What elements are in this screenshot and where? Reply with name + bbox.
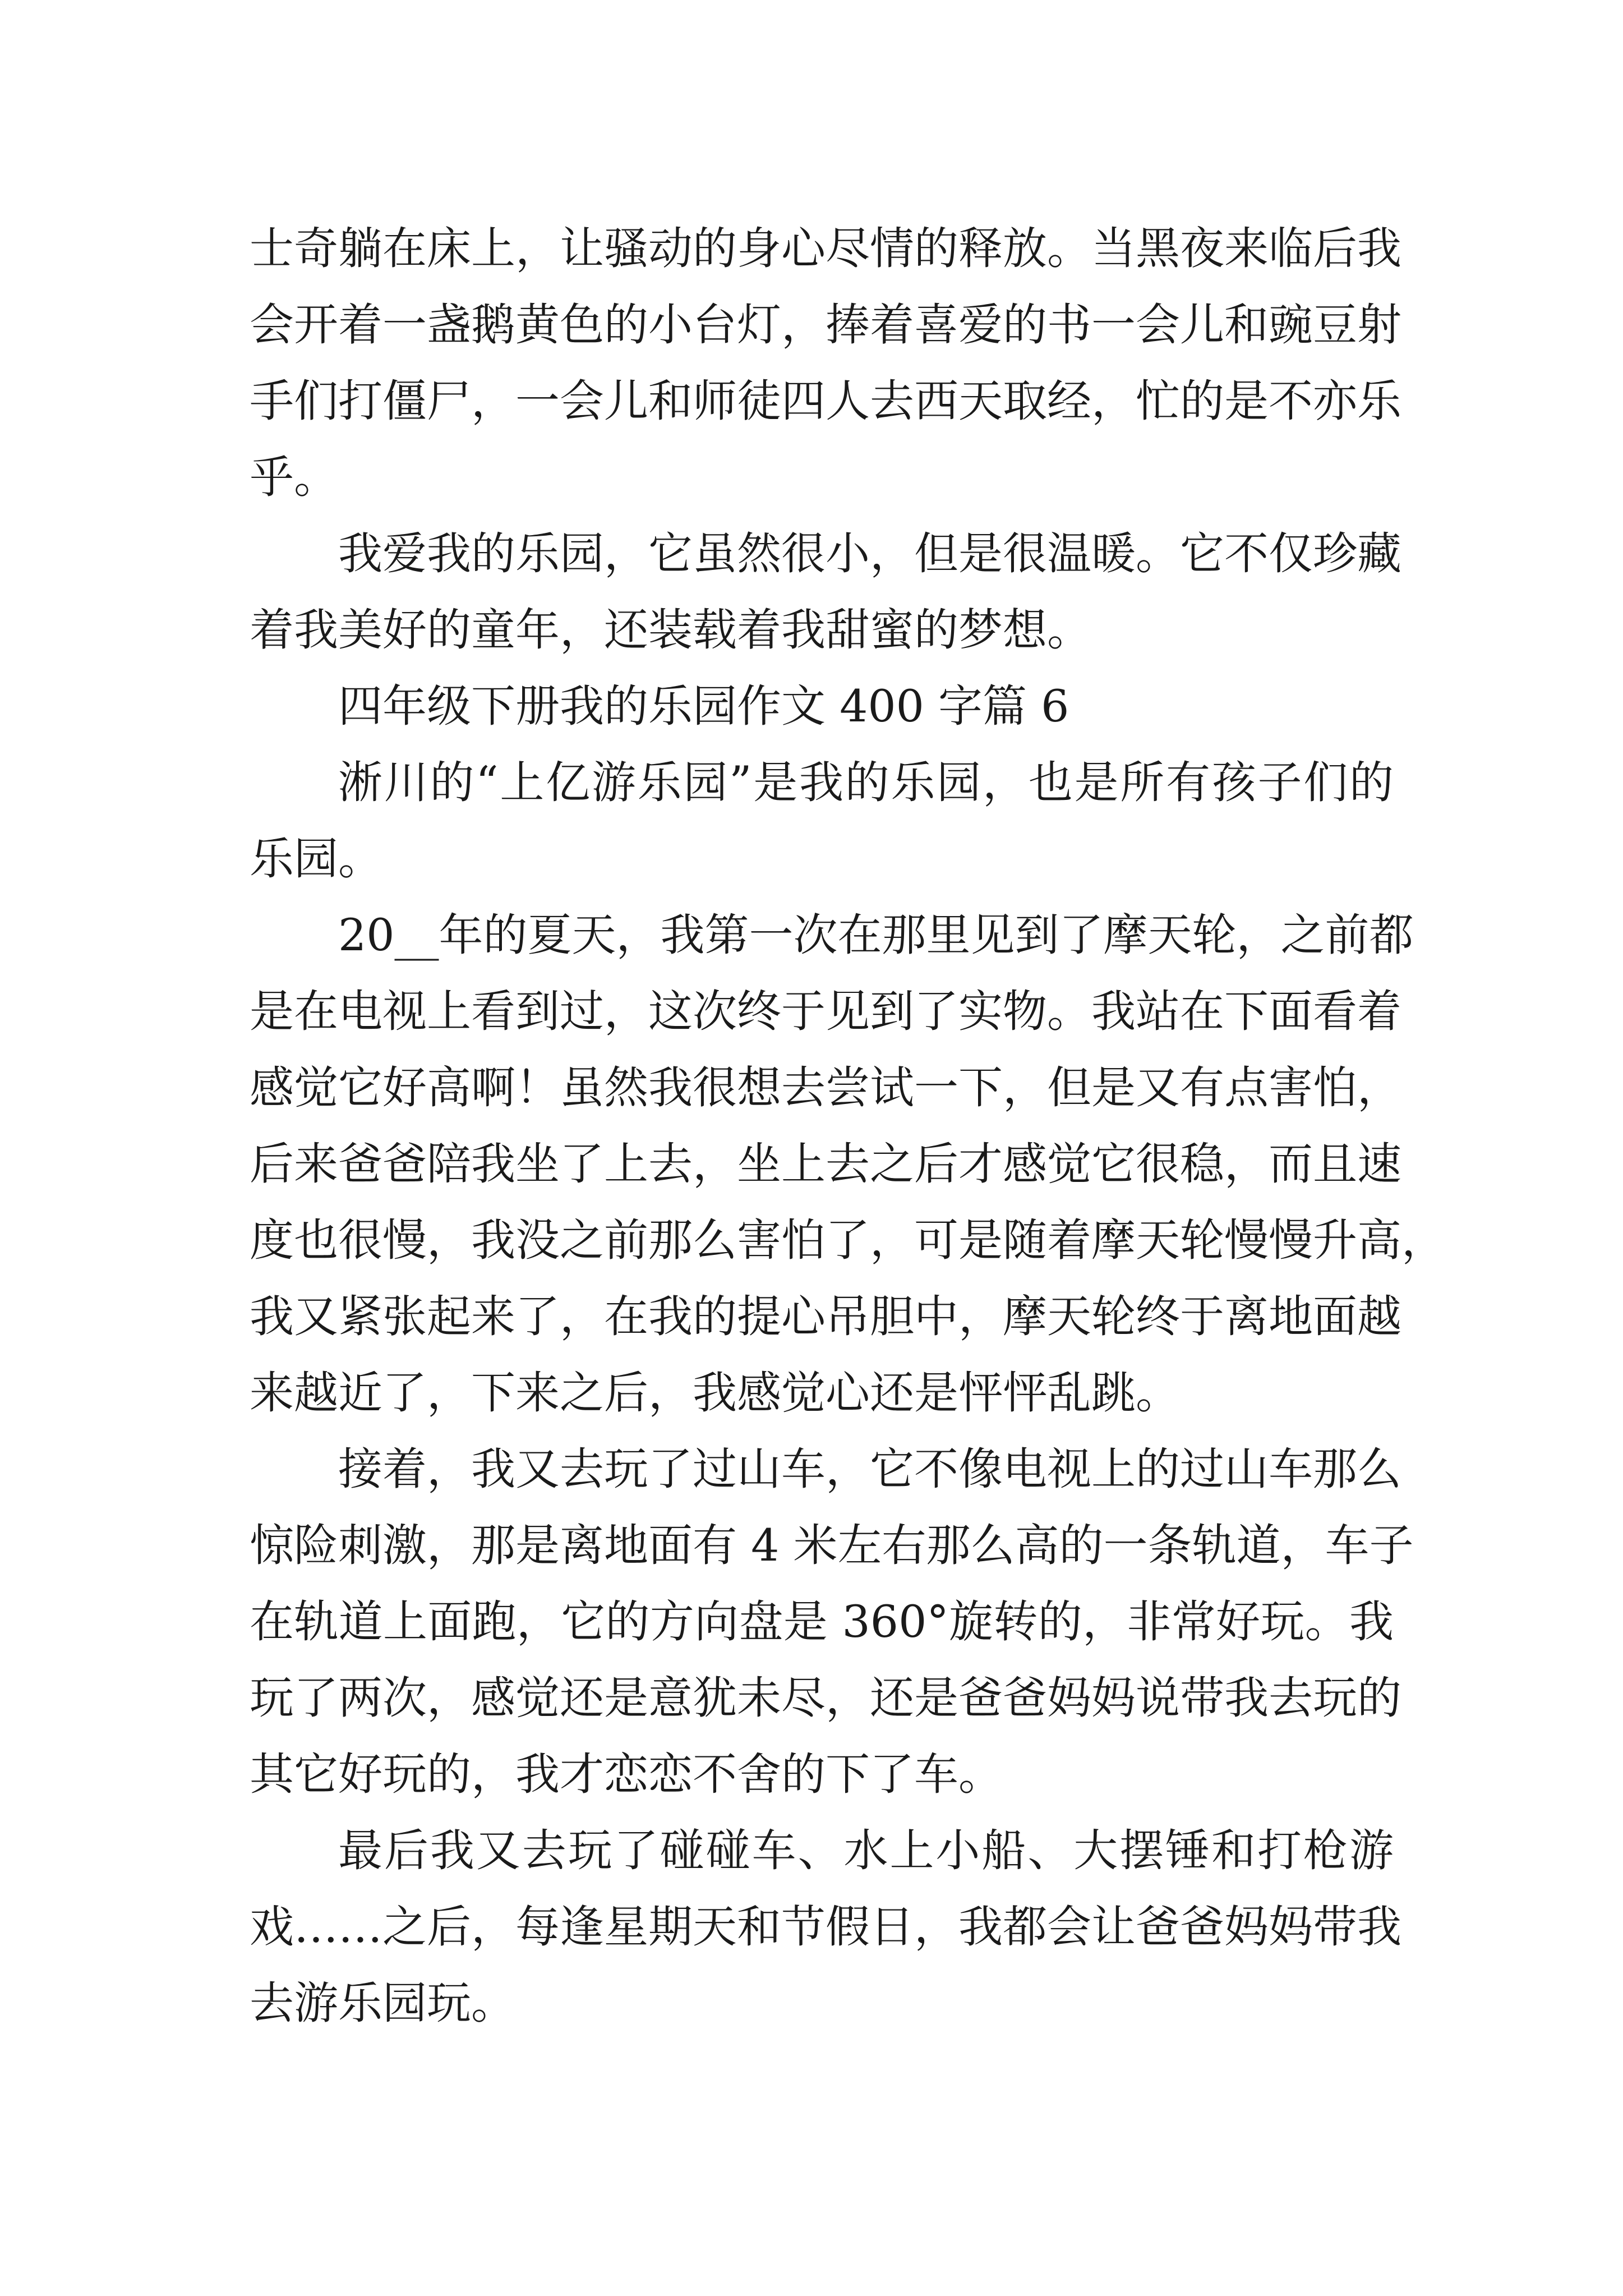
text-line: 士奇躺在床上，让骚动的身心尽情的释放。当黑夜来临后我: [250, 223, 1401, 274]
paragraph-first-line: 淅川的“上亿游乐园”是我的乐园，也是所有孩子们的: [338, 757, 1394, 808]
text-line: 在轨道上面跑，它的方向盘是 360°旋转的，非常好玩。我: [250, 1596, 1394, 1648]
text-line: 乐园。: [250, 833, 382, 885]
paragraph-first-line: 接着，我又去玩了过山车，它不像电视上的过山车那么: [338, 1443, 1401, 1495]
text-line: 手们打僵尸，一会儿和师徒四人去西天取经，忙的是不亦乐: [250, 375, 1401, 427]
text-line: 去游乐园玩。: [250, 1977, 515, 2029]
text-line: 我又紧张起来了，在我的提心吊胆中，摩天轮终于离地面越: [250, 1291, 1401, 1342]
text-line: 感觉它好高啊！虽然我很想去尝试一下，但是又有点害怕，: [250, 1062, 1401, 1114]
text-line: 来越近了，下来之后，我感觉心还是怦怦乱跳。: [250, 1367, 1180, 1419]
text-line: 着我美好的童年，还装载着我甜蜜的梦想。: [250, 604, 1091, 656]
text-line: 后来爸爸陪我坐了上去，坐上去之后才感觉它很稳，而且速: [250, 1138, 1401, 1190]
text-line: 玩了两次，感觉还是意犹未尽，还是爸爸妈妈说带我去玩的: [250, 1672, 1401, 1724]
text-line: 乎。: [250, 452, 338, 503]
text-line: 惊险刺激，那是离地面有 4 米左右那么高的一条轨道，车子: [250, 1520, 1414, 1571]
text-line: 戏……之后，每逢星期天和节假日，我都会让爸爸妈妈带我: [250, 1901, 1401, 1953]
text-line: 其它好玩的，我才恋恋不舍的下了车。: [250, 1749, 1003, 1800]
paragraph-first-line: 20__年的夏天，我第一次在那里见到了摩天轮，之前都: [338, 909, 1414, 961]
paragraph-first-line: 我爱我的乐园，它虽然很小，但是很温暖。它不仅珍藏: [338, 528, 1401, 579]
section-heading: 四年级下册我的乐园作文 400 字篇 6: [338, 680, 1069, 732]
text-line: 度也很慢，我没之前那么害怕了，可是随着摩天轮慢慢升高，: [250, 1214, 1446, 1266]
document-body: [250, 210, 1446, 2041]
paragraph-first-line: 最后我又去玩了碰碰车、水上小船、大摆锤和打枪游: [338, 1825, 1394, 1876]
text-line: 会开着一盏鹅黄色的小台灯，捧着喜爱的书一会儿和豌豆射: [250, 299, 1401, 351]
text-line: 是在电视上看到过，这次终于见到了实物。我站在下面看着: [250, 986, 1401, 1037]
